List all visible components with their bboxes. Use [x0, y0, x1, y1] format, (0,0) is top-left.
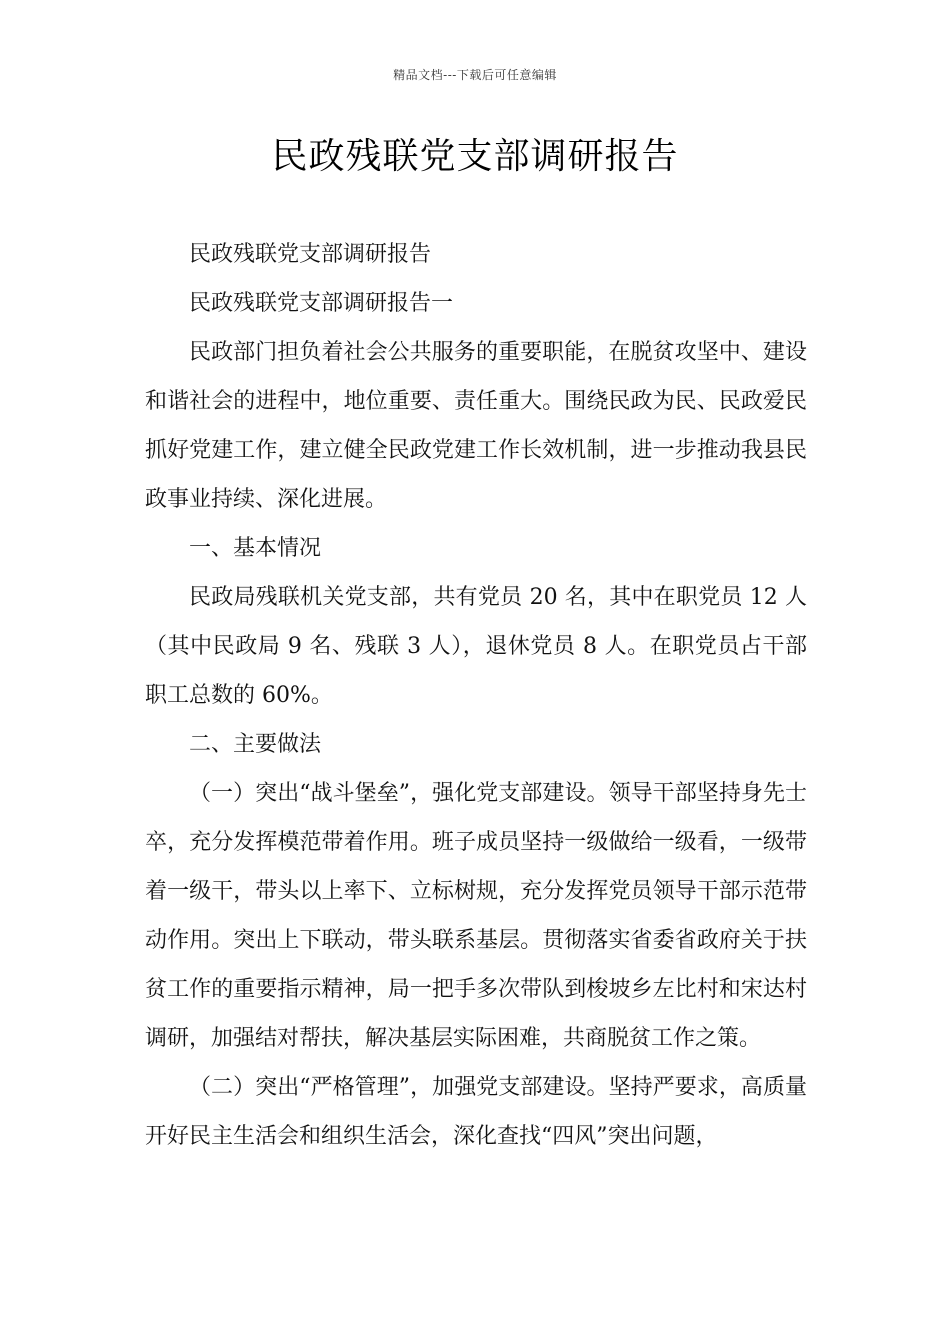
- paragraph-practice-two: （二）突出“严格管理”，加强党支部建设。坚持严要求，高质量开好民主生活会和组织生活会，深化查找“四风”突出问题，: [145, 1075, 807, 1149]
- paragraph-intro: 民政部门担负着社会公共服务的重要职能，在脱贫攻坚中、建设和谐社会的进程中，地位重要、责任重大。围绕民政为民、民政爱民抓好党建工作，建立健全民政党建工作长效机制，进一步推动我县民政事业持续、深化进展。: [145, 340, 807, 512]
- paragraph-subtitle: 民政残联党支部调研报告: [189, 242, 432, 267]
- section-heading-basic-situation: 一、基本情况: [189, 536, 322, 561]
- paragraph-practice-one: （一）突出“战斗堡垒”，强化党支部建设。领导干部坚持身先士卒，充分发挥模范带着作用。班子成员坚持一级做给一级看，一级带着一级干，带头以上率下、立标树规，充分发挥党员领导干部示范带动作用。突出上下联动，带头联系基层。贯彻落实省委省政府关于扶贫工作的重要指示精神，局一把手多次带队到梭坡乡左比村和宋达村调研，加强结对帮扶，解决基层实际困难，共商脱贫工作之策。: [145, 781, 807, 1051]
- document-title: 民政残联党支部调研报告: [271, 136, 679, 177]
- section-heading-main-practices: 二、主要做法: [189, 732, 322, 757]
- header-note: 精品文档---下载后可任意编辑: [393, 68, 557, 82]
- paragraph-report-one-heading: 民政残联党支部调研报告一: [189, 291, 454, 316]
- paragraph-basic-situation: 民政局残联机关党支部，共有党员 20 名，其中在职党员 12 人（其中民政局 9 名、残联 3 人），退休党员 8 人。在职党员占干部职工总数的 60%。: [145, 585, 807, 708]
- document-body: [145, 230, 807, 1161]
